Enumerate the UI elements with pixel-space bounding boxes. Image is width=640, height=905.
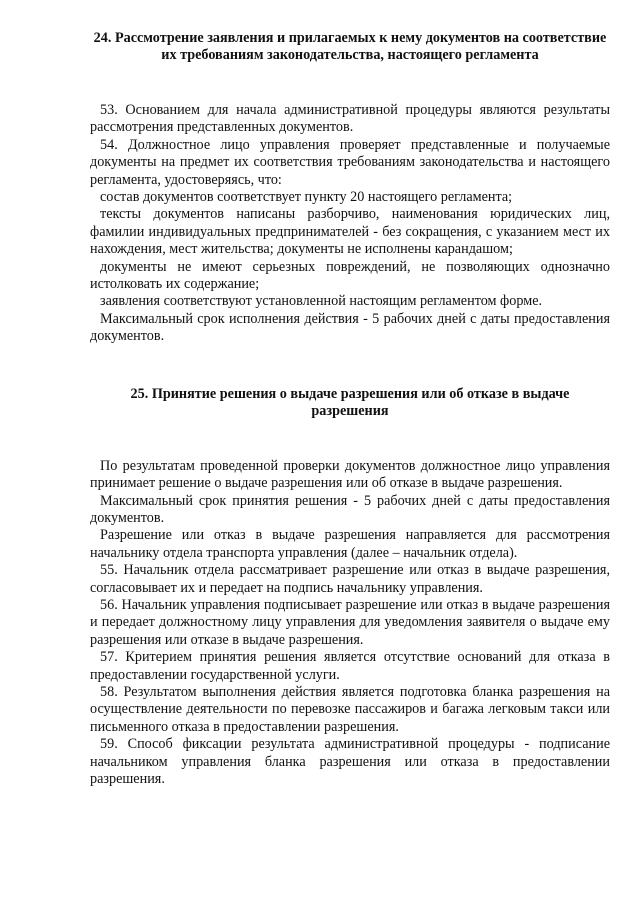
- section-25-heading-line-1: 25. Принятие решения о выдаче разрешения или об отказе в выдаче: [130, 385, 570, 402]
- section-24-heading: [90, 30, 610, 64]
- paragraph-56: 56. Начальник управления подписывает разрешение или отказ в выдаче разрешения и передает должностному лицу управления для уведомления заявителя о выдаче ему разрешения или отказе в выдаче разрешения.: [90, 596, 610, 648]
- paragraph-25-intro: По результатам проведенной проверки документов должностное лицо управления принимает решение о выдаче разрешения или об отказе в выдаче разрешения.: [90, 457, 610, 492]
- document-page: [90, 30, 610, 788]
- paragraph-55: 55. Начальник отдела рассматривает разрешение или отказ в выдаче разрешения, согласовывает их и передает на подпись начальнику управления.: [90, 562, 610, 596]
- paragraph-54-item-1: состав документов соответствует пункту 20 настоящего регламента;: [100, 189, 513, 206]
- section-25-body: [90, 458, 610, 789]
- paragraph-57: 57. Критерием принятия решения является отсутствие оснований для отказа в предоставлении государственной услуги.: [90, 649, 610, 683]
- section-25-heading: [90, 386, 610, 420]
- section-24-heading-line-1: 24. Рассмотрение заявления и прилагаемых к нему документов на соответствие: [93, 30, 607, 46]
- section-24-body: [90, 102, 610, 346]
- paragraph-54-item-4: заявления соответствуют установленной настоящим регламентом форме.: [100, 293, 543, 310]
- paragraph-54-item-3: документы не имеют серьезных повреждений, не позволяющих однозначно истолковать их содержание;: [90, 258, 610, 293]
- paragraph-54-item-2: тексты документов написаны разборчиво, наименования юридических лиц, фамилии индивидуальных предпринимателей - без сокращения, с указанием мест их нахождения, мест жительства; документы не исполнены карандашом;: [90, 206, 610, 258]
- paragraph-25-deadline: Максимальный срок принятия решения - 5 рабочих дней с даты предоставления документов.: [90, 492, 610, 526]
- section-25-heading-line-2: разрешения: [311, 402, 389, 419]
- paragraph-25-referral: Разрешение или отказ в выдаче разрешения направляется для рассмотрения начальнику отдела транспорта управления (далее – начальник отдела).: [90, 527, 610, 561]
- paragraph-53: 53. Основанием для начала административной процедуры являются результаты рассмотрения представленных документов.: [90, 102, 610, 136]
- section-24-heading-line-2: их требованиям законодательства, настоящего регламента: [161, 47, 539, 63]
- paragraph-59: 59. Способ фиксации результата административной процедуры - подписание начальником управления бланка разрешения или отказа в предоставлении разрешения.: [90, 736, 610, 787]
- paragraph-24-deadline: Максимальный срок исполнения действия - 5 рабочих дней с даты предоставления документов.: [90, 310, 610, 345]
- paragraph-58: 58. Результатом выполнения действия является подготовка бланка разрешения на осуществление деятельности по перевозке пассажиров и багажа легковым такси или письменного отказа в предоставлении разрешения.: [90, 683, 610, 735]
- paragraph-54: 54. Должностное лицо управления проверяет представленные и получаемые документы на предмет их соответствия требованиям законодательства и настоящего регламента, удостоверяясь, что:: [90, 136, 610, 188]
